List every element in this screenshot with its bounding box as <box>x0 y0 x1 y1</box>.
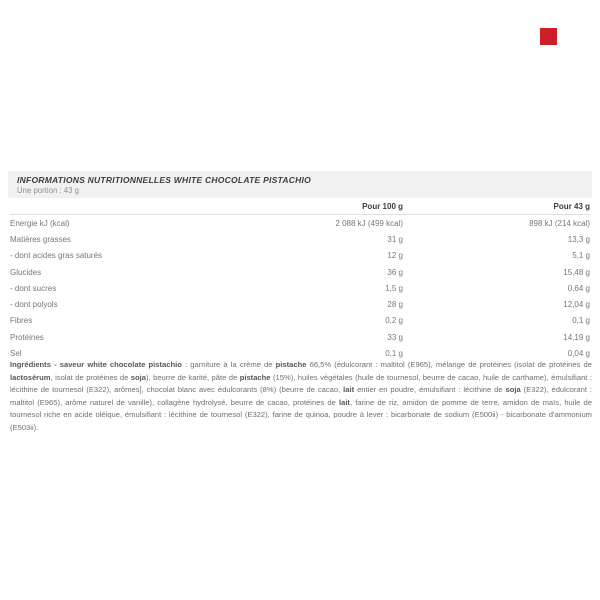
value-per-43g: 0,04 g <box>567 349 590 359</box>
value-per-100g: 12 g <box>387 251 403 261</box>
value-per-43g: 12,04 g <box>563 300 590 310</box>
table-header-row <box>10 202 590 215</box>
value-per-43g: 898 kJ (214 kcal) <box>529 218 590 228</box>
column-header-per-43g: Pour 43 g <box>553 202 590 211</box>
ingredients-paragraph: Ingrédients - saveur white chocolate pistachio : garniture à la crème de pistache 66,5% (édulcorant : maltitol (E965), mélange de protéines (isolat de protéines de lactosérum, isolat de protéines de soja), beurre de karité, pâte de pistache (15%), huiles végétales (huile de tournesol, beurre de cacao, huile de carthame), émulsifiant : lécithine de tournesol (E322), arômes], chocolat blanc avec édulcorants (8%) (beurre de cacao, lait entier en poudre, émulsifiant : lécithine de soja (E322), édulcorant : maltitol (E965), arôme naturel de vanille), collagène hydrolysé, beurre de cacao, protéines de lait, farine de riz, amidon de pomme de terre, amidon de maïs, huile de tournesol riche en acide oléique, émulsifiant : lécithine de tournesol (E322), farine de quinoa, poudre à lever : bicarbonate de sodium (E500ii) - bicarbonate d'ammonium (E503ii). <box>10 360 593 432</box>
value-per-100g: 31 g <box>387 234 403 244</box>
red-square-badge <box>540 28 557 45</box>
nutrient-label: Glucides <box>10 267 42 277</box>
table-row <box>10 280 590 296</box>
table-row <box>10 264 590 280</box>
value-per-43g: 0,64 g <box>567 283 590 293</box>
column-header-per-100g: Pour 100 g <box>362 202 403 211</box>
nutrition-info-title: INFORMATIONS NUTRITIONNELLES WHITE CHOCOLATE PISTACHIO <box>17 175 311 185</box>
value-per-43g: 15,48 g <box>563 267 590 277</box>
value-per-43g: 14,19 g <box>563 332 590 342</box>
nutrient-label: Sel <box>10 349 22 359</box>
nutrient-label: Protéines <box>10 332 44 342</box>
table-row <box>10 215 590 231</box>
table-row <box>10 329 590 345</box>
table-row <box>10 296 590 312</box>
nutrition-info-header <box>8 171 592 198</box>
nutrition-table <box>10 202 590 362</box>
value-per-100g: 1,5 g <box>385 283 403 293</box>
value-per-100g: 33 g <box>387 332 403 342</box>
table-row <box>10 231 590 247</box>
value-per-100g: 28 g <box>387 300 403 310</box>
value-per-100g: 0,1 g <box>385 349 403 359</box>
nutrient-label: Energie kJ (kcal) <box>10 218 70 228</box>
value-per-100g: 2 088 kJ (499 kcal) <box>335 218 403 228</box>
value-per-100g: 0,2 g <box>385 316 403 326</box>
table-row <box>10 248 590 264</box>
nutrient-label: Fibres <box>10 316 33 326</box>
nutrient-label: Matières grasses <box>10 234 71 244</box>
nutrient-label: - dont polyols <box>10 300 58 310</box>
value-per-43g: 13,3 g <box>567 234 590 244</box>
table-row <box>10 313 590 329</box>
value-per-43g: 0,1 g <box>572 316 590 326</box>
nutrient-label: - dont acides gras saturés <box>10 251 103 261</box>
portion-size-label: Une portion : 43 g <box>17 186 79 195</box>
value-per-100g: 36 g <box>387 267 403 277</box>
nutrient-label: - dont sucres <box>10 283 57 293</box>
value-per-43g: 5,1 g <box>572 251 590 261</box>
